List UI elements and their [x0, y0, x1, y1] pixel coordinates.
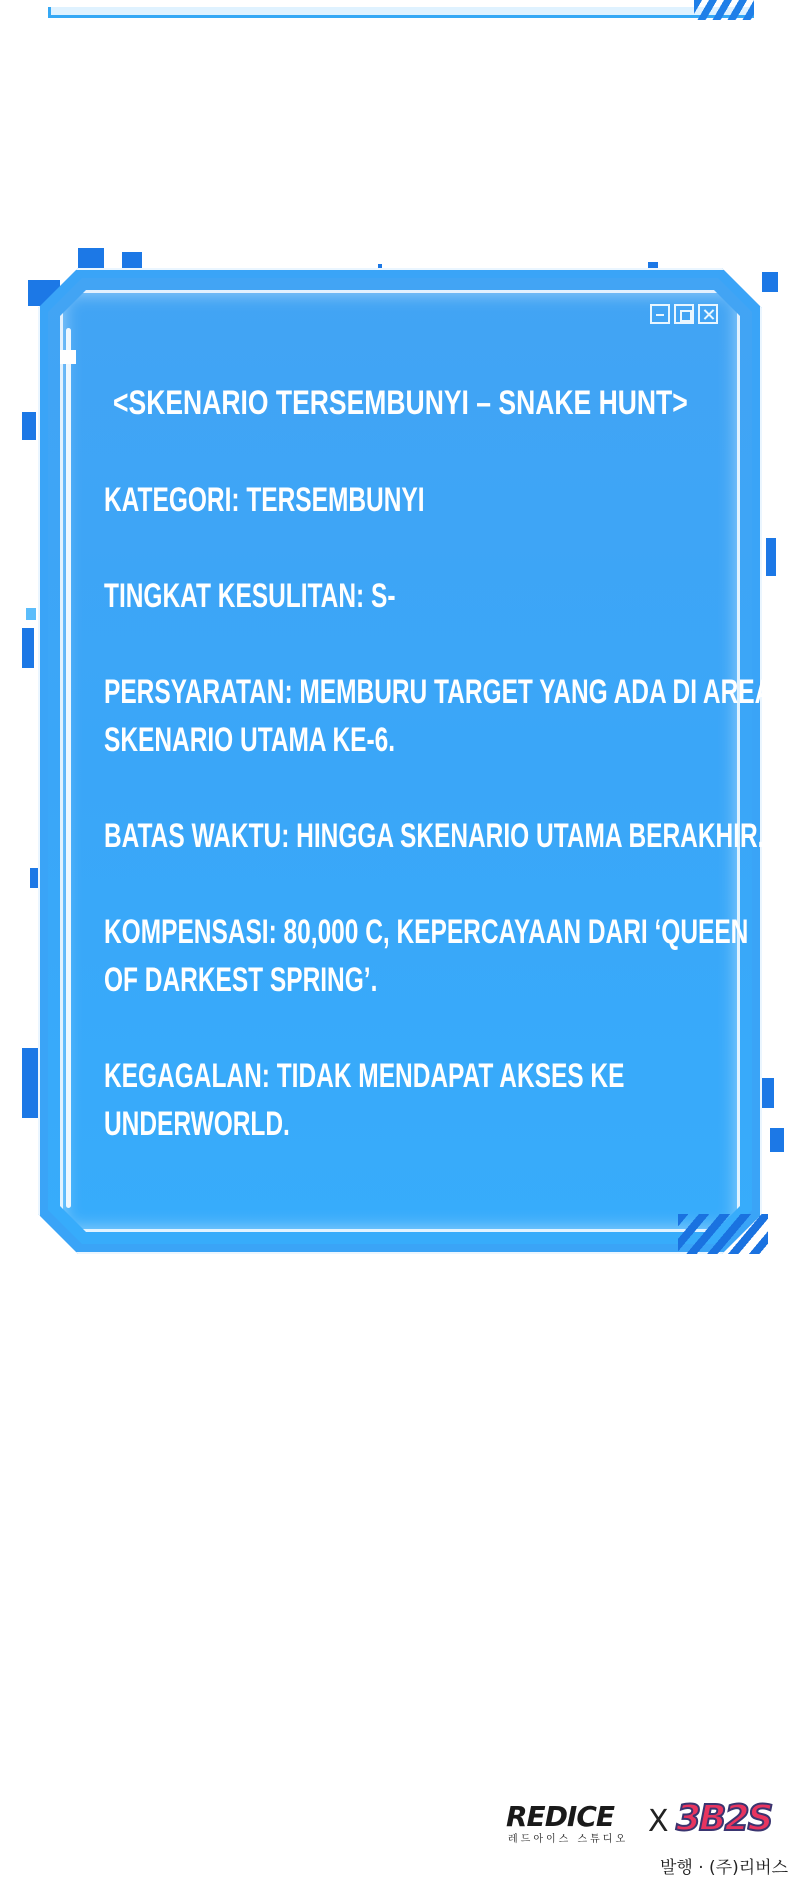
redice-sub: 레드아이스 스튜디오: [508, 1834, 629, 1845]
failure-line-2: UNDERWORLD.: [104, 1105, 290, 1143]
window-title: <SKENARIO TERSEMBUNYI – SNAKE HUNT>: [112, 384, 688, 422]
compensation-line-1: KOMPENSASI: 80,000 C, KEPERCAYAAN DARI ‘QUEEN: [104, 913, 749, 951]
3b2s-logo: 3B2S: [676, 1798, 772, 1839]
previous-panel-edge: [48, 0, 754, 20]
collab-x: X: [648, 1804, 669, 1839]
category-line: KATEGORI: TERSEMBUNYI: [104, 481, 425, 519]
publisher-credit: 발행 · (주)리버스: [660, 1858, 789, 1878]
window-controls: [650, 304, 718, 324]
minimize-icon[interactable]: [650, 304, 670, 324]
compensation-line-2: OF DARKEST SPRING’.: [104, 961, 378, 999]
maximize-icon[interactable]: [674, 304, 694, 324]
time-limit-line: BATAS WAKTU: HINGGA SKENARIO UTAMA BERAKHIR.: [104, 817, 765, 855]
requirement-line-2: SKENARIO UTAMA KE-6.: [104, 721, 396, 759]
studio-logos: [506, 1800, 786, 1844]
requirement-line-1: PERSYARATAN: MEMBURU TARGET YANG ADA DI AREA: [104, 673, 773, 711]
failure-line-1: KEGAGALAN: TIDAK MENDAPAT AKSES KE: [104, 1057, 625, 1095]
difficulty-line: TINGKAT KESULITAN: S-: [104, 577, 396, 615]
close-icon[interactable]: [698, 304, 718, 324]
redice-logo: REDICE: [506, 1800, 615, 1833]
